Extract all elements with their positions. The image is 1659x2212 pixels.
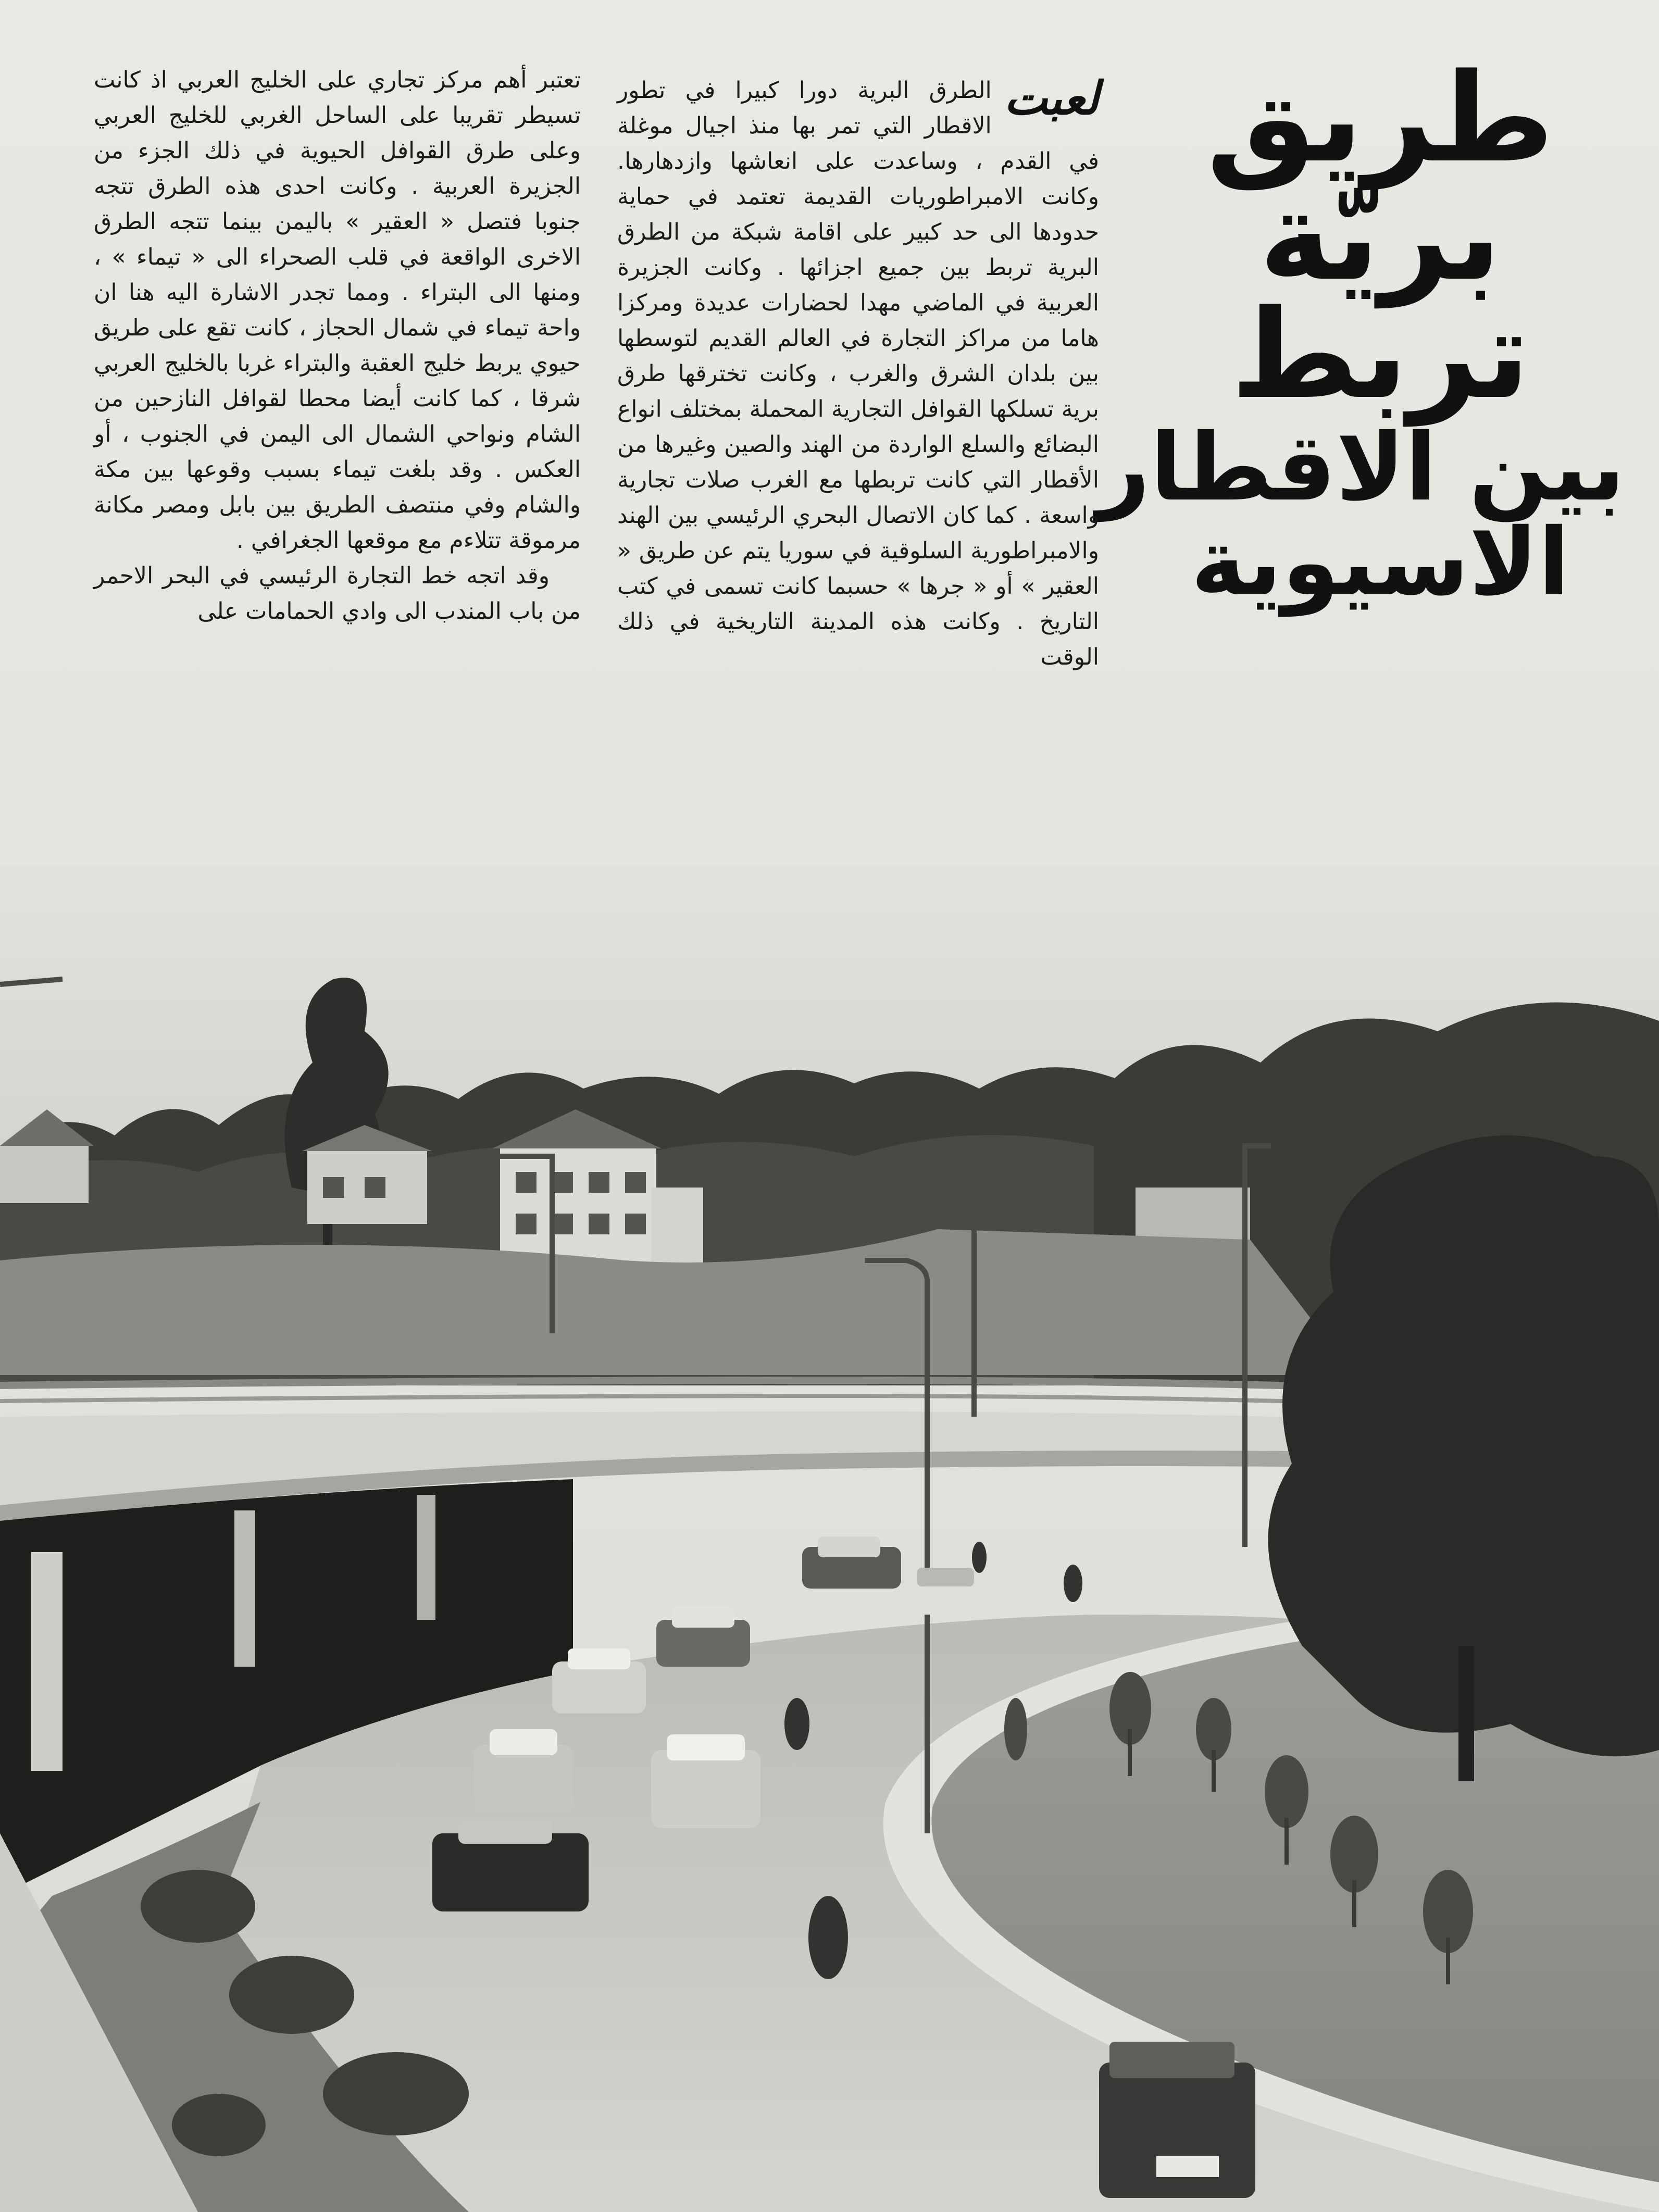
headline-line-3: تربط (1230, 284, 1530, 426)
byline-opening-word: لعبت (1004, 71, 1099, 125)
headline-line-2: بريّة (1259, 166, 1502, 308)
paragraph: الطرق البرية دورا كبيرا في تطور الاقطار التي تمر بها منذ اجيال موغلة في القدم ، وساعدت على انعاشها وازدهارها. وكانت الامبراطوريات القديمة تعتمد في حماية حدودها الى حد كبير على اقامة شبكة من الطرق البرية تربط بين جميع اجزائها . وكانت الجزيرة العربية في الماضي مهدا لحضارات عديدة ومركزا هاما من مراكز التجارة في العالم القديم لتوسطها بين بلدان الشرق والغرب ، وكانت تخترقها طرق برية تسلكها القوافل التجارية المحملة بمختلف انواع البضائع والسلع الواردة من الهند والصين وغيرها من الأقطار التي كانت تربطها مع الغرب صلات تجارية واسعة . كما كان الاتصال البحري الرئيسي بين الهند والامبراطورية السلوقية في سوريا يتم عن طريق « العقير » أو « جرها » حسبما كانت تسمى في كتب التاريخ . وكانت هذه المدينة التاريخية في ذلك الوقت (617, 77, 1099, 670)
car-icon (802, 1536, 901, 1589)
article-column-left (94, 63, 581, 629)
car-icon (651, 1734, 760, 1828)
paragraph: وقد اتجه خط التجارة الرئيسي في البحر الاحمر من باب المندب الى وادي الحمامات على (94, 563, 581, 624)
photo-illustration (0, 865, 1659, 2212)
car-icon (906, 1568, 990, 1615)
highway-photograph (0, 865, 1659, 2212)
headline (1096, 47, 1625, 630)
headline-line-4: بين الاقطار (1096, 414, 1625, 521)
headline-line-1: طريق (1206, 47, 1554, 190)
article-column-right (617, 73, 1099, 675)
jeep-icon (1099, 2042, 1255, 2198)
car-icon (656, 1607, 750, 1667)
headline-line-5: الاسيوية (1191, 508, 1570, 616)
paragraph: تعتبر أهم مركز تجاري على الخليج العربي اذ كانت تسيطر تقريبا على الساحل الغربي للخليج العربي وعلى طرق القوافل الحيوية في ذلك الجزء من الجزيرة العربية . وكانت احدى هذه الطرق تتجه جنوبا فتصل « العقير » باليمن بينما تتجه الطرق الاخرى الواقعة في قلب الصحراء الى « تيماء » ، ومنها الى البتراء . ومما تجدر الاشارة اليه هنا ان واحة تيماء في شمال الحجاز ، كانت تقع على طريق حيوي يربط خليج العقبة والبتراء غربا بالخليج العربي شرقا ، كما كانت أيضا محطا لقوافل النازحين من الشام ونواحي الشمال الى اليمن في الجنوب ، أو العكس . وقد بلغت تيماء بسبب وقوعها بين مكة والشام وفي منتصف الطريق بين بابل ومصر مكانة مرموقة تتلاءم مع موقعها الجغرافي . (94, 67, 581, 554)
